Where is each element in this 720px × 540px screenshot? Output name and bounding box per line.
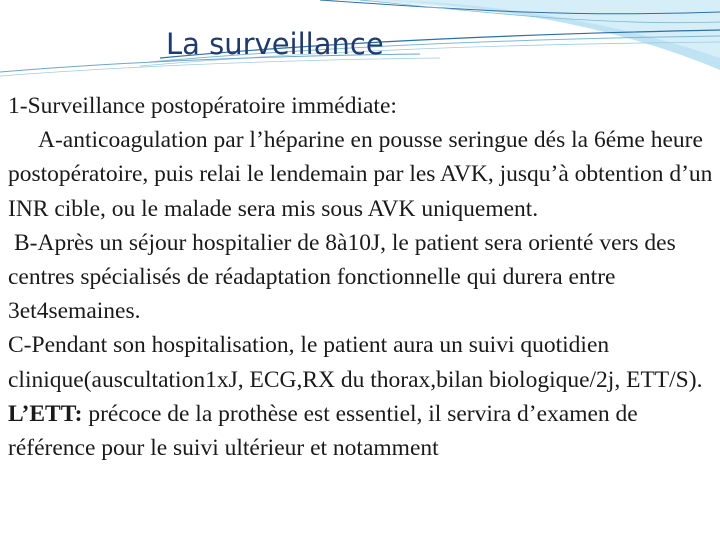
paragraph-suivi: C-Pendant son hospitalisation, le patient aura un suivi quotidien clinique(auscultation1xJ, ECG,RX du thorax,bilan biologique/2j, ETT/S). — [8, 332, 703, 393]
paragraph-sejour: B-Après un séjour hospitalier de 8à10J, le patient sera orienté vers des centres spécialisés de réadaptation fonctionnelle qui durera entre 3et4semaines. — [8, 229, 676, 325]
paragraph-ett — [8, 397, 713, 465]
section-heading: 1-Surveillance postopératoire immédiate: — [8, 93, 397, 119]
ett-label: L’ETT: — [8, 400, 83, 427]
ett-text: précoce de la prothèse est essentiel, il servira d’examen de référence pour le suivi ultérieur et notamment — [8, 400, 638, 462]
slide-body — [8, 89, 713, 465]
paragraph-anticoagulation: A-anticoagulation par l’héparine en pousse seringue dés la 6éme heure postopératoire, puis relai le lendemain par les AVK, jusqu’à obtention d’un INR cible, ou le malade sera mis sous AVK uniquement. — [8, 127, 713, 222]
slide-title: La surveillance — [166, 27, 384, 61]
